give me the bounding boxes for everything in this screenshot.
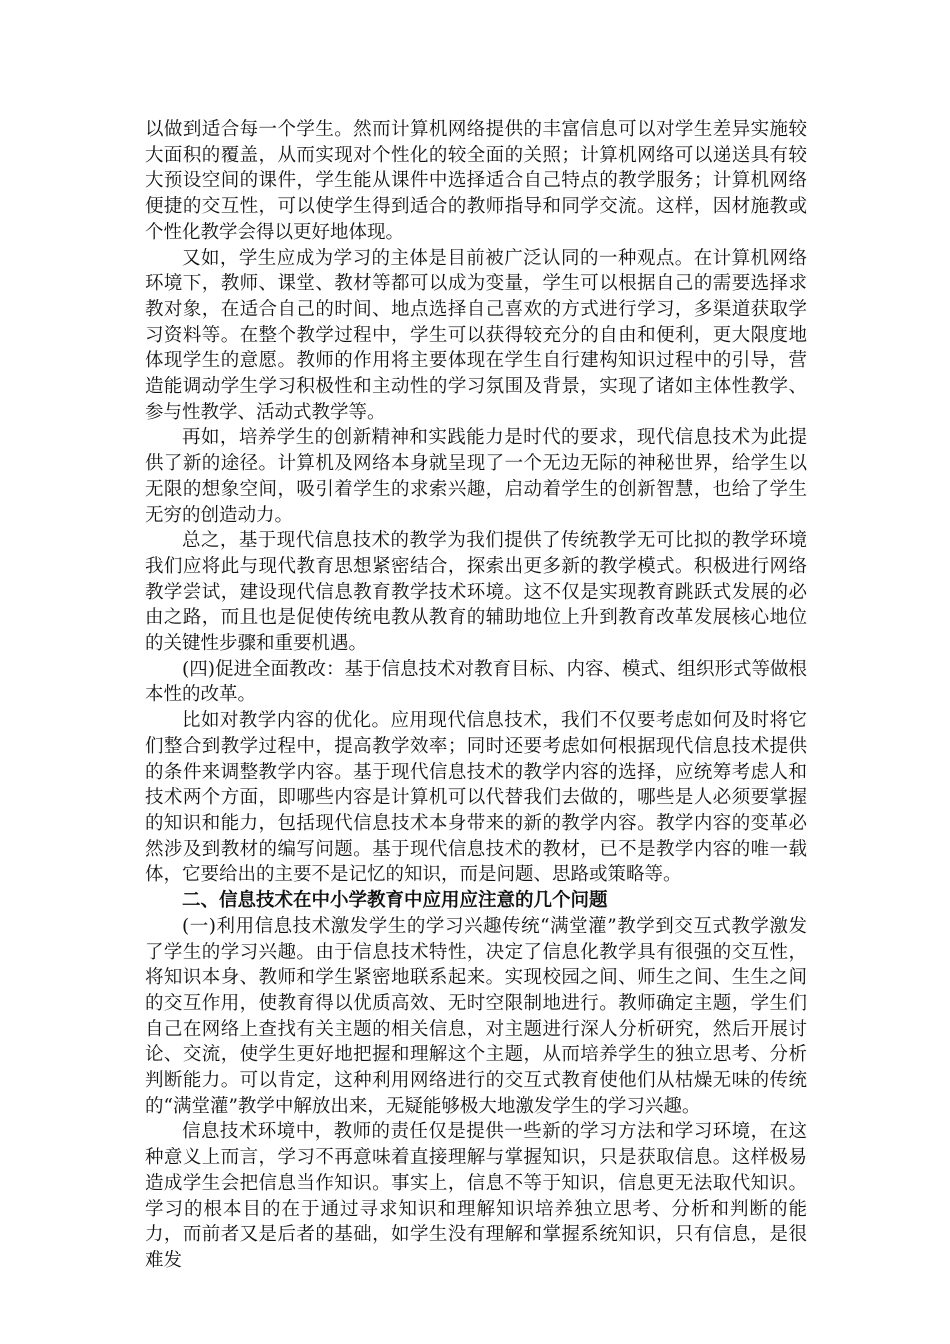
paragraph-information-vs-knowledge: 信息技术环境中，教师的责任仅是提供一些新的学习方法和学习环境，在这种意义上而言，学习不再意味着直接理解与掌握知识，只是获取信息。这样极易造成学生会把信息当作知识。事实上，信息不等于知识，信息更无法取代知识。学习的根本目的在于通过寻求知识和理解知识培养独立思考、分析和判断的能力，而前者又是后者的基础，如学生没有理解和掌握系统知识，只有信息，是很难发 [145, 1121, 807, 1271]
paragraph-continued: 以做到适合每一个学生。然而计算机网络提供的丰富信息可以对学生差异实施较大面积的覆盖，从而实现对个性化的较全面的关照；计算机网络可以递送具有较大预设空间的课件，学生能从课件中选择适合自己特点的教学服务；计算机网络便捷的交互性，可以使学生得到适合的教师指导和同学交流。这样，因材施教或个性化教学会得以更好地体现。 [145, 119, 807, 243]
paragraph-reform-point-4: (四)促进全面教改：基于信息技术对教育目标、内容、模式、组织形式等做根本性的改革。 [145, 658, 807, 706]
document-page [145, 117, 807, 1274]
paragraph-student-subject: 又如，学生应成为学习的主体是目前被广泛认同的一种观点。在计算机网络环境下，教师、课堂、教材等都可以成为变量，学生可以根据自己的需要选择求教对象，在适合自己的时间、地点选择自己喜欢的方式进行学习，多渠道获取学习资料等。在整个教学过程中，学生可以获得较充分的自由和便利，更大限度地体现学生的意愿。教师的作用将主要体现在学生自行建构知识过程中的引导，营造能调动学生学习积极性和主动性的学习氛围及背景，实现了诸如主体性教学、参与性教学、活动式教学等。 [145, 247, 807, 423]
paragraph-interest: (一)利用信息技术激发学生的学习兴趣传统“满堂灌”教学到交互式教学激发了学生的学习兴趣。由于信息技术特性，决定了信息化教学具有很强的交互性，将知识本身、教师和学生紧密地联系起来。实现校园之间、师生之间、生生之间的交互作用，使教育得以优质高效、无时空限制地进行。教师确定主题，学生们自己在网络上查找有关主题的相关信息，对主题进行深人分析研究，然后开展讨论、交流，使学生更好地把握和理解这个主题，从而培养学生的独立思考、分析判断能力。可以肯定，这种利用网络进行的交互式教育使他们从枯燥无味的传统的“满堂灌”教学中解放出来，无疑能够极大地激发学生的学习兴趣。 [145, 915, 807, 1117]
paragraph-innovation: 再如，培养学生的创新精神和实践能力是时代的要求，现代信息技术为此提供了新的途径。计算机及网络本身就呈现了一个无边无际的神秘世界，给学生以无限的想象空间，吸引着学生的求索兴趣，启动着学生的创新智慧，也给了学生无穷的创造动力。 [145, 427, 807, 526]
paragraph-summary: 总之，基于现代信息技术的教学为我们提供了传统教学无可比拟的教学环境我们应将此与现代教育思想紧密结合，探索出更多新的教学模式。积极进行网络教学尝试，建设现代信息教育教学技术环境。这不仅是实现教育跳跃式发展的必由之路，而且也是促使传统电教从教育的辅助地位上升到教育改革发展核心地位的关键性步骤和重要机遇。 [145, 530, 807, 655]
section-heading-2: 二、信息技术在中小学教育中应用应注意的几个问题 [182, 890, 608, 912]
paragraph-content-optimization: 比如对教学内容的优化。应用现代信息技术，我们不仅要考虑如何及时将它们整合到教学过程中，提高教学效率；同时还要考虑如何根据现代信息技术提供的条件来调整教学内容。基于现代信息技术的教学内容的选择，应统筹考虑人和技术两个方面，即哪些内容是计算机可以代替我们去做的，哪些是人必须要掌握的知识和能力，包括现代信息技术本身带来的新的教学内容。教学内容的变革必然涉及到教材的编写问题。基于现代信息技术的教材，已不是教学内容的唯一载体，它要给出的主要不是记忆的知识，而是问题、思路或策略等。 [145, 710, 807, 886]
